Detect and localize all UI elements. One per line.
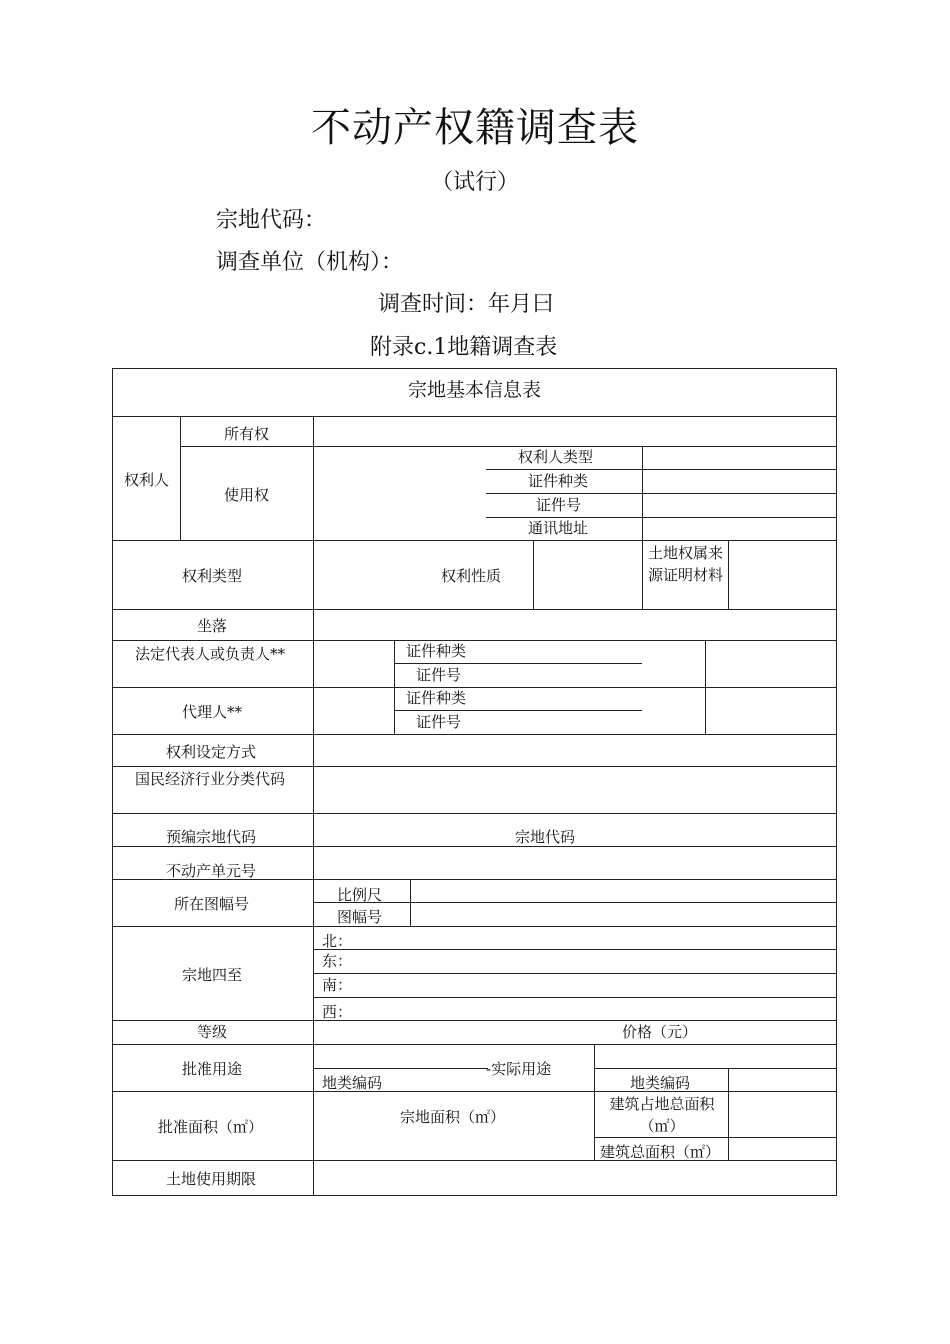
parcel-area-label: 宗地面积（㎡） — [400, 1108, 506, 1126]
rep-id-type-label: 证件种类 — [406, 642, 467, 660]
location-label: 坐落 — [197, 617, 228, 635]
agent-label: 代理人** — [182, 703, 243, 721]
east-label: 东： — [322, 952, 353, 970]
land-class-code-2: 地类编码 — [630, 1074, 691, 1092]
pre-code-label: 预编宗地代码 — [166, 828, 257, 846]
agent-id-number-label: 证件号 — [416, 713, 462, 731]
document-title: 不动产权籍调查表 — [311, 105, 639, 151]
right-type-label: 权利类型 — [182, 567, 243, 585]
use-right-label: 使用权 — [224, 486, 270, 504]
address-label: 通讯地址 — [528, 519, 589, 537]
document-subtitle: （试行） — [430, 170, 519, 195]
land-source-proof-label: 土地权属来源证明材料 — [647, 544, 723, 584]
scale-label: 比例尺 — [337, 886, 383, 904]
south-label: 南： — [322, 976, 353, 994]
right-setting-label: 权利设定方式 — [166, 743, 257, 761]
holder-type-label: 权利人类型 — [518, 448, 594, 466]
building-total-label: 建筑总面积（㎡） — [600, 1143, 721, 1161]
parcel-code-label: 宗地代码： — [216, 208, 327, 233]
survey-unit-label: 调查单位（机构）： — [216, 250, 404, 275]
legal-rep-label: 法定代表人或负责人** — [135, 645, 286, 663]
west-label: 西： — [322, 1003, 353, 1021]
price-label: 价格（元） — [622, 1023, 698, 1041]
approved-use-label: 批准用途 — [182, 1060, 243, 1078]
survey-time-label: 调查时间：年月曰 — [378, 292, 555, 317]
north-label: 北： — [322, 932, 353, 950]
industry-code-label: 国民经济行业分类代码 — [135, 770, 286, 788]
use-term-label: 土地使用期限 — [166, 1170, 257, 1188]
table-header: 宗地基本信息表 — [407, 379, 541, 401]
building-footprint-label: 建筑占地总面积（㎡） — [609, 1095, 715, 1135]
agent-id-type-label: 证件种类 — [406, 689, 467, 707]
ownership-label: 所有权 — [224, 425, 270, 443]
id-number-label: 证件号 — [536, 496, 582, 514]
boundaries-label: 宗地四至 — [182, 966, 243, 984]
land-class-code-1: 地类编码 — [322, 1074, 383, 1092]
unit-number-label: 不动产单元号 — [166, 862, 257, 880]
map-sheet-label: 所在图幅号 — [174, 895, 250, 913]
rights-holder-label: 权利人 — [124, 471, 170, 489]
sheet-no-label: 图幅号 — [337, 908, 383, 926]
actual-use-label: -实际用途 — [486, 1060, 552, 1078]
id-type-label: 证件种类 — [528, 472, 589, 490]
rep-id-number-label: 证件号 — [416, 666, 462, 684]
right-nature-label: 权利性质 — [441, 567, 502, 585]
grade-label: 等级 — [197, 1023, 228, 1041]
approved-area-label: 批准面积（㎡） — [158, 1118, 264, 1136]
parcel-code-cell-label: 宗地代码 — [515, 828, 576, 846]
appendix-title: 附录c.1地籍调查表 — [370, 335, 558, 360]
